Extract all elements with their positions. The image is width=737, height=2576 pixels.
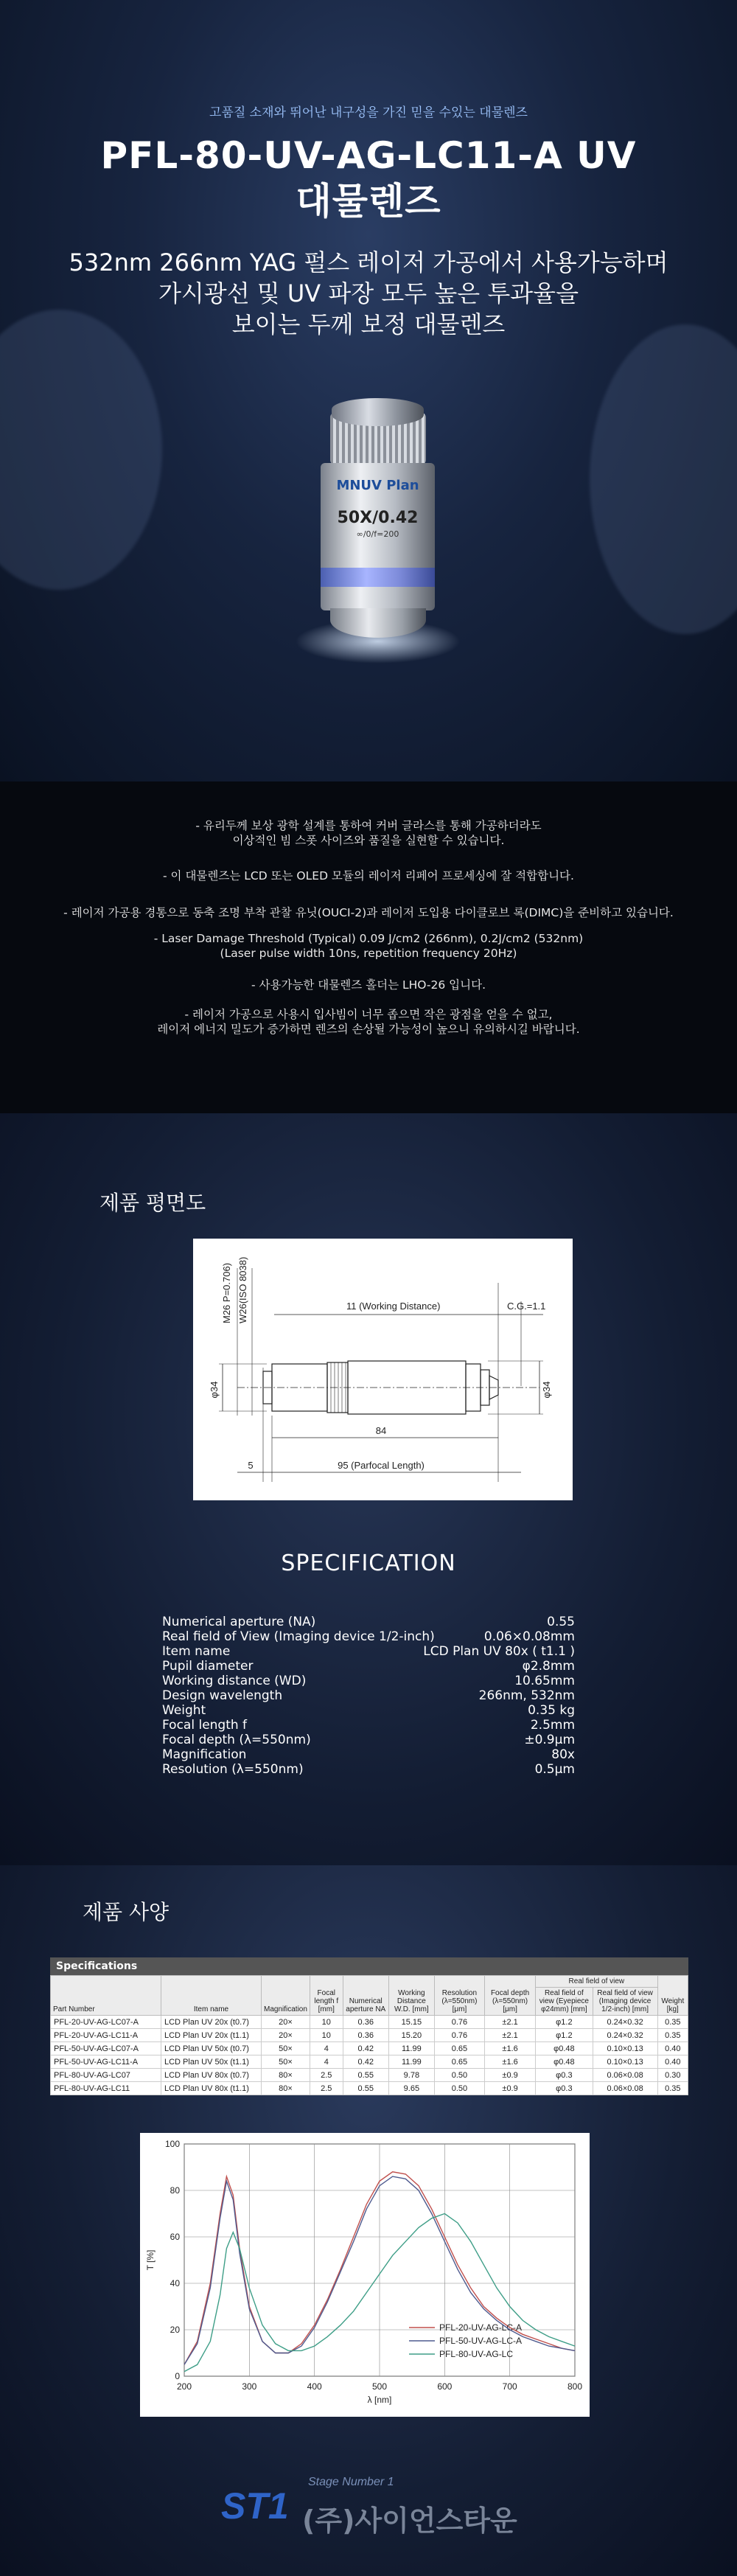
column-header: Weight [kg] (657, 1976, 688, 2016)
spec-table-head-row (51, 1976, 688, 1988)
table-cell: 10 (310, 2016, 343, 2029)
lens-top (332, 398, 424, 426)
column-header: Real field of view (Eyepiece φ24mm) [mm] (536, 1988, 593, 2016)
description-item (0, 818, 737, 848)
table-cell: 0.40 (657, 2042, 688, 2055)
table-cell: 50× (262, 2042, 310, 2055)
lens-dimension-diagram (193, 1239, 573, 1500)
table-cell: φ1.2 (536, 2016, 593, 2029)
table-cell: PFL-20-UV-AG-LC11-A (51, 2029, 161, 2042)
legend-label: PFL-80-UV-AG-LC (439, 2349, 514, 2359)
column-group-header: Real field of view (536, 1976, 657, 1988)
y-tick-label: 100 (164, 2139, 180, 2149)
table-cell: 20× (262, 2016, 310, 2029)
spec-value: 0.35 kg (528, 1703, 575, 1718)
table-cell: 50× (262, 2055, 310, 2069)
logo-company-name: (주)사이언스타운 (302, 2504, 517, 2537)
lens-blue-ring (321, 568, 435, 587)
background-microscope-shape (590, 324, 737, 634)
drawing-section (0, 1113, 737, 1865)
description-item (0, 868, 737, 883)
spec-value: 10.65mm (514, 1674, 575, 1688)
description-line: - Laser Damage Threshold (Typical) 0.09 J/cm2 (266nm), 0.2J/cm2 (532nm) (153, 932, 584, 945)
spec-row (162, 1733, 575, 1747)
lens-mag-text: 50X/0.42 (337, 509, 419, 527)
table-cell: 15.15 (388, 2016, 434, 2029)
table-cell: 0.06×0.08 (593, 2082, 657, 2095)
description-line: 레이저 에너지 밀도가 증가하면 렌즈의 손상될 가능성이 높으니 유의하시길 바랍니다. (157, 1023, 580, 1036)
product-title-line2: 대물렌즈 (296, 180, 441, 223)
table-cell: 2.5 (310, 2082, 343, 2095)
table-cell: 9.78 (388, 2069, 434, 2082)
objective-lens-image (317, 398, 439, 708)
logo-mark: ST1 (221, 2485, 289, 2527)
spec-table-panel (50, 1957, 688, 2095)
table-cell: PFL-20-UV-AG-LC07-A (51, 2016, 161, 2029)
description-line: - 이 대물렌즈는 LCD 또는 OLED 모듈의 레이저 리페어 프로세싱에 잘 적합합니다. (163, 869, 574, 883)
y-axis-label: T [%] (145, 2249, 156, 2271)
spec-label: Real field of View (Imaging device 1/2-inch) (162, 1629, 435, 1644)
spec-row (162, 1629, 575, 1644)
phi-left-label: φ34 (209, 1381, 220, 1399)
length-5-label: 5 (248, 1460, 254, 1471)
table-cell: 20× (262, 2029, 310, 2042)
x-tick-label: 400 (307, 2381, 322, 2392)
table-row (51, 2082, 688, 2095)
table-cell: ±0.9 (485, 2069, 536, 2082)
description-item (0, 978, 737, 992)
description-line: - 유리두께 보상 광학 설계를 통하여 커버 글라스를 통해 가공하더라도 (195, 819, 542, 832)
y-tick-label: 80 (170, 2185, 180, 2196)
x-tick-label: 700 (502, 2381, 517, 2392)
hero-subtitle-line: 532nm 266nm YAG 펄스 레이저 가공에서 사용가능하며 (69, 248, 668, 276)
x-tick-label: 800 (567, 2381, 583, 2392)
spec-table-header: Specifications (50, 1957, 688, 1975)
table-cell: PFL-50-UV-AG-LC07-A (51, 2042, 161, 2055)
table-cell: ±0.9 (485, 2082, 536, 2095)
spec-row (162, 1644, 575, 1659)
table-cell: 11.99 (388, 2055, 434, 2069)
table-cell: φ0.3 (536, 2082, 593, 2095)
spec-row (162, 1615, 575, 1629)
phi-right-label: φ34 (541, 1381, 552, 1399)
column-header: Item name (161, 1976, 262, 2016)
spec-row (162, 1659, 575, 1674)
column-header: Working Distance W.D. [mm] (388, 1976, 434, 2016)
table-cell: 10 (310, 2029, 343, 2042)
table-row (51, 2055, 688, 2069)
y-tick-label: 20 (170, 2325, 180, 2335)
spec-value: φ2.8mm (522, 1659, 575, 1674)
table-cell: LCD Plan UV 20x (t0.7) (161, 2016, 262, 2029)
spec-label: Numerical aperture (NA) (162, 1615, 316, 1629)
thread-label: M26 P=0.706) (221, 1262, 232, 1323)
table-cell: 80× (262, 2082, 310, 2095)
spec-value: 80x (551, 1747, 575, 1762)
table-cell: φ1.2 (536, 2029, 593, 2042)
table-cell: 0.42 (343, 2055, 388, 2069)
description-line: - 레이저 가공용 경통으로 동축 조명 부착 관찰 유닛(OUCI-2)과 레이저 도입용 다이클로브 록(DIMC)을 준비하고 있습니다. (63, 906, 674, 919)
logo-tagline: Stage Number 1 (308, 2476, 394, 2488)
hero-tagline: 고품질 소재와 뛰어난 내구성을 가진 믿을 수있는 대물렌즈 (209, 105, 528, 120)
spec-label: Working distance (WD) (162, 1674, 307, 1688)
spec-row (162, 1674, 575, 1688)
spec-value: 0.5μm (534, 1762, 575, 1777)
spec-label: Design wavelength (162, 1688, 283, 1703)
hero-subtitle (44, 247, 693, 340)
spec-label: Pupil diameter (162, 1659, 254, 1674)
spec-value: 266nm, 532nm (478, 1688, 575, 1703)
spec-row (162, 1688, 575, 1703)
spec-value: 2.5mm (530, 1718, 575, 1733)
table-cell: 0.76 (434, 2029, 484, 2042)
table-cell: 0.10×0.13 (593, 2042, 657, 2055)
description-section (0, 781, 737, 1113)
table-cell: 0.50 (434, 2069, 484, 2082)
length-84-label: 84 (375, 1425, 387, 1436)
x-tick-label: 300 (242, 2381, 257, 2392)
table-cell: ±1.6 (485, 2042, 536, 2055)
table-row (51, 2042, 688, 2055)
table-cell: ±2.1 (485, 2016, 536, 2029)
company-logo (221, 2470, 531, 2551)
table-cell: ±1.6 (485, 2055, 536, 2069)
table-row (51, 2069, 688, 2082)
spec-value: LCD Plan UV 80x ( t1.1 ) (423, 1644, 575, 1659)
spec-value: 0.06×0.08mm (483, 1629, 575, 1644)
dimension-drawing-svg (193, 1239, 573, 1500)
description-line: (Laser pulse width 10ns, repetition frequency 20Hz) (220, 947, 517, 960)
table-cell: φ0.48 (536, 2042, 593, 2055)
product-title (0, 133, 737, 224)
w26-label: W26(ISO 8038) (237, 1256, 248, 1323)
spec-row (162, 1703, 575, 1718)
description-item (0, 905, 737, 920)
hero-subtitle-line: 보이는 두께 보정 대물렌즈 (231, 310, 506, 338)
column-header: Part Number (51, 1976, 161, 2016)
spec-table-body (51, 2016, 688, 2095)
table-row (51, 2016, 688, 2029)
table-cell: 80× (262, 2069, 310, 2082)
table-cell: 0.10×0.13 (593, 2055, 657, 2069)
table-cell: 11.99 (388, 2042, 434, 2055)
table-cell: 0.35 (657, 2082, 688, 2095)
column-header: Resolution (λ=550nm) [μm] (434, 1976, 484, 2016)
legend-label: PFL-50-UV-AG-LC-A (439, 2336, 523, 2346)
x-tick-label: 500 (371, 2381, 388, 2392)
column-header: Focal depth (λ=550nm) [μm] (485, 1976, 536, 2016)
table-cell: LCD Plan UV 50x (t0.7) (161, 2042, 262, 2055)
transmittance-chart (140, 2133, 590, 2417)
description-line: - 레이저 가공으로 사용시 입사빔이 너무 좁으면 작은 광점을 얻을 수 없고, (184, 1008, 553, 1021)
specification-heading: SPECIFICATION (281, 1550, 456, 1576)
table-cell: φ0.48 (536, 2055, 593, 2069)
table-cell: 0.55 (343, 2082, 388, 2095)
table-cell: 0.76 (434, 2016, 484, 2029)
spec-row (162, 1762, 575, 1777)
specification-list (162, 1615, 575, 1777)
x-tick-label: 200 (176, 2381, 192, 2392)
spec-row (162, 1718, 575, 1733)
lens-spec-text: ∞/0/f=200 (356, 529, 399, 539)
description-item (0, 931, 737, 961)
table-cell: 0.35 (657, 2016, 688, 2029)
column-header: Focal length f [mm] (310, 1976, 343, 2016)
table-cell: PFL-50-UV-AG-LC11-A (51, 2055, 161, 2069)
table-cell: 0.55 (343, 2069, 388, 2082)
hero-section (0, 0, 737, 781)
table-cell: 0.65 (434, 2042, 484, 2055)
hero-subtitle-line: 가시광선 및 UV 파장 모두 높은 투과율을 (158, 279, 579, 307)
parfocal-length-label: 95 (Parfocal Length) (338, 1460, 425, 1471)
table-cell: 4 (310, 2055, 343, 2069)
table-cell: 0.30 (657, 2069, 688, 2082)
table-cell: 0.42 (343, 2042, 388, 2055)
table-cell: LCD Plan UV 80x (t0.7) (161, 2069, 262, 2082)
product-spec-title: 제품 사양 (83, 1900, 170, 1924)
table-cell: 2.5 (310, 2069, 343, 2082)
lens-brand-text: MNUV Plan (336, 478, 419, 493)
x-tick-label: 600 (437, 2381, 453, 2392)
cg-label: C.G.=1.1 (507, 1301, 546, 1312)
spec-value: 0.55 (547, 1615, 575, 1629)
table-cell: 0.24×0.32 (593, 2016, 657, 2029)
table-cell: 9.65 (388, 2082, 434, 2095)
spec-label: Focal length f (162, 1718, 248, 1733)
column-header: Real field of view (Imaging device 1/2-inch) [mm] (593, 1988, 657, 2016)
table-cell: 0.35 (657, 2029, 688, 2042)
table-cell: 0.24×0.32 (593, 2029, 657, 2042)
y-tick-label: 60 (170, 2232, 180, 2242)
table-cell: 0.65 (434, 2055, 484, 2069)
background-microscope-shape (0, 310, 162, 590)
table-cell: LCD Plan UV 20x (t1.1) (161, 2029, 262, 2042)
spec-label: Focal depth (λ=550nm) (162, 1733, 311, 1747)
product-title-line1: PFL-80-UV-AG-LC11-A UV (100, 134, 637, 177)
table-cell: 15.20 (388, 2029, 434, 2042)
product-spec-section (0, 1865, 737, 2576)
transmittance-chart-svg (140, 2133, 590, 2417)
spec-label: Resolution (λ=550nm) (162, 1762, 304, 1777)
description-line: - 사용가능한 대물렌즈 홀더는 LHO-26 입니다. (251, 978, 486, 992)
spec-row (162, 1747, 575, 1762)
x-axis-label: λ [nm] (367, 2395, 392, 2405)
table-cell: PFL-80-UV-AG-LC11 (51, 2082, 161, 2095)
table-cell: ±2.1 (485, 2029, 536, 2042)
table-cell: 4 (310, 2042, 343, 2055)
drawing-title: 제품 평면도 (99, 1191, 206, 1215)
table-cell: 0.06×0.08 (593, 2069, 657, 2082)
table-cell: φ0.3 (536, 2069, 593, 2082)
working-distance-label: 11 (Working Distance) (346, 1301, 441, 1312)
table-cell: 0.36 (343, 2016, 388, 2029)
table-row (51, 2029, 688, 2042)
column-header: Magnification (262, 1976, 310, 2016)
description-item (0, 1007, 737, 1037)
spec-label: Weight (162, 1703, 206, 1718)
spec-value: ±0.9μm (524, 1733, 575, 1747)
spec-label: Item name (162, 1644, 231, 1659)
spec-label: Magnification (162, 1747, 247, 1762)
table-cell: 0.40 (657, 2055, 688, 2069)
spec-table (50, 1975, 688, 2095)
table-cell: 0.36 (343, 2029, 388, 2042)
column-header: Numerical aperture NA (343, 1976, 388, 2016)
table-cell: LCD Plan UV 80x (t1.1) (161, 2082, 262, 2095)
table-cell: LCD Plan UV 50x (t1.1) (161, 2055, 262, 2069)
legend-label: PFL-20-UV-AG-LC-A (439, 2322, 523, 2333)
y-tick-label: 0 (175, 2371, 180, 2381)
y-tick-label: 40 (170, 2278, 180, 2288)
table-cell: PFL-80-UV-AG-LC07 (51, 2069, 161, 2082)
table-cell: 0.50 (434, 2082, 484, 2095)
description-line: 이상적인 빔 스폿 사이즈와 품질을 실현할 수 있습니다. (232, 834, 505, 847)
